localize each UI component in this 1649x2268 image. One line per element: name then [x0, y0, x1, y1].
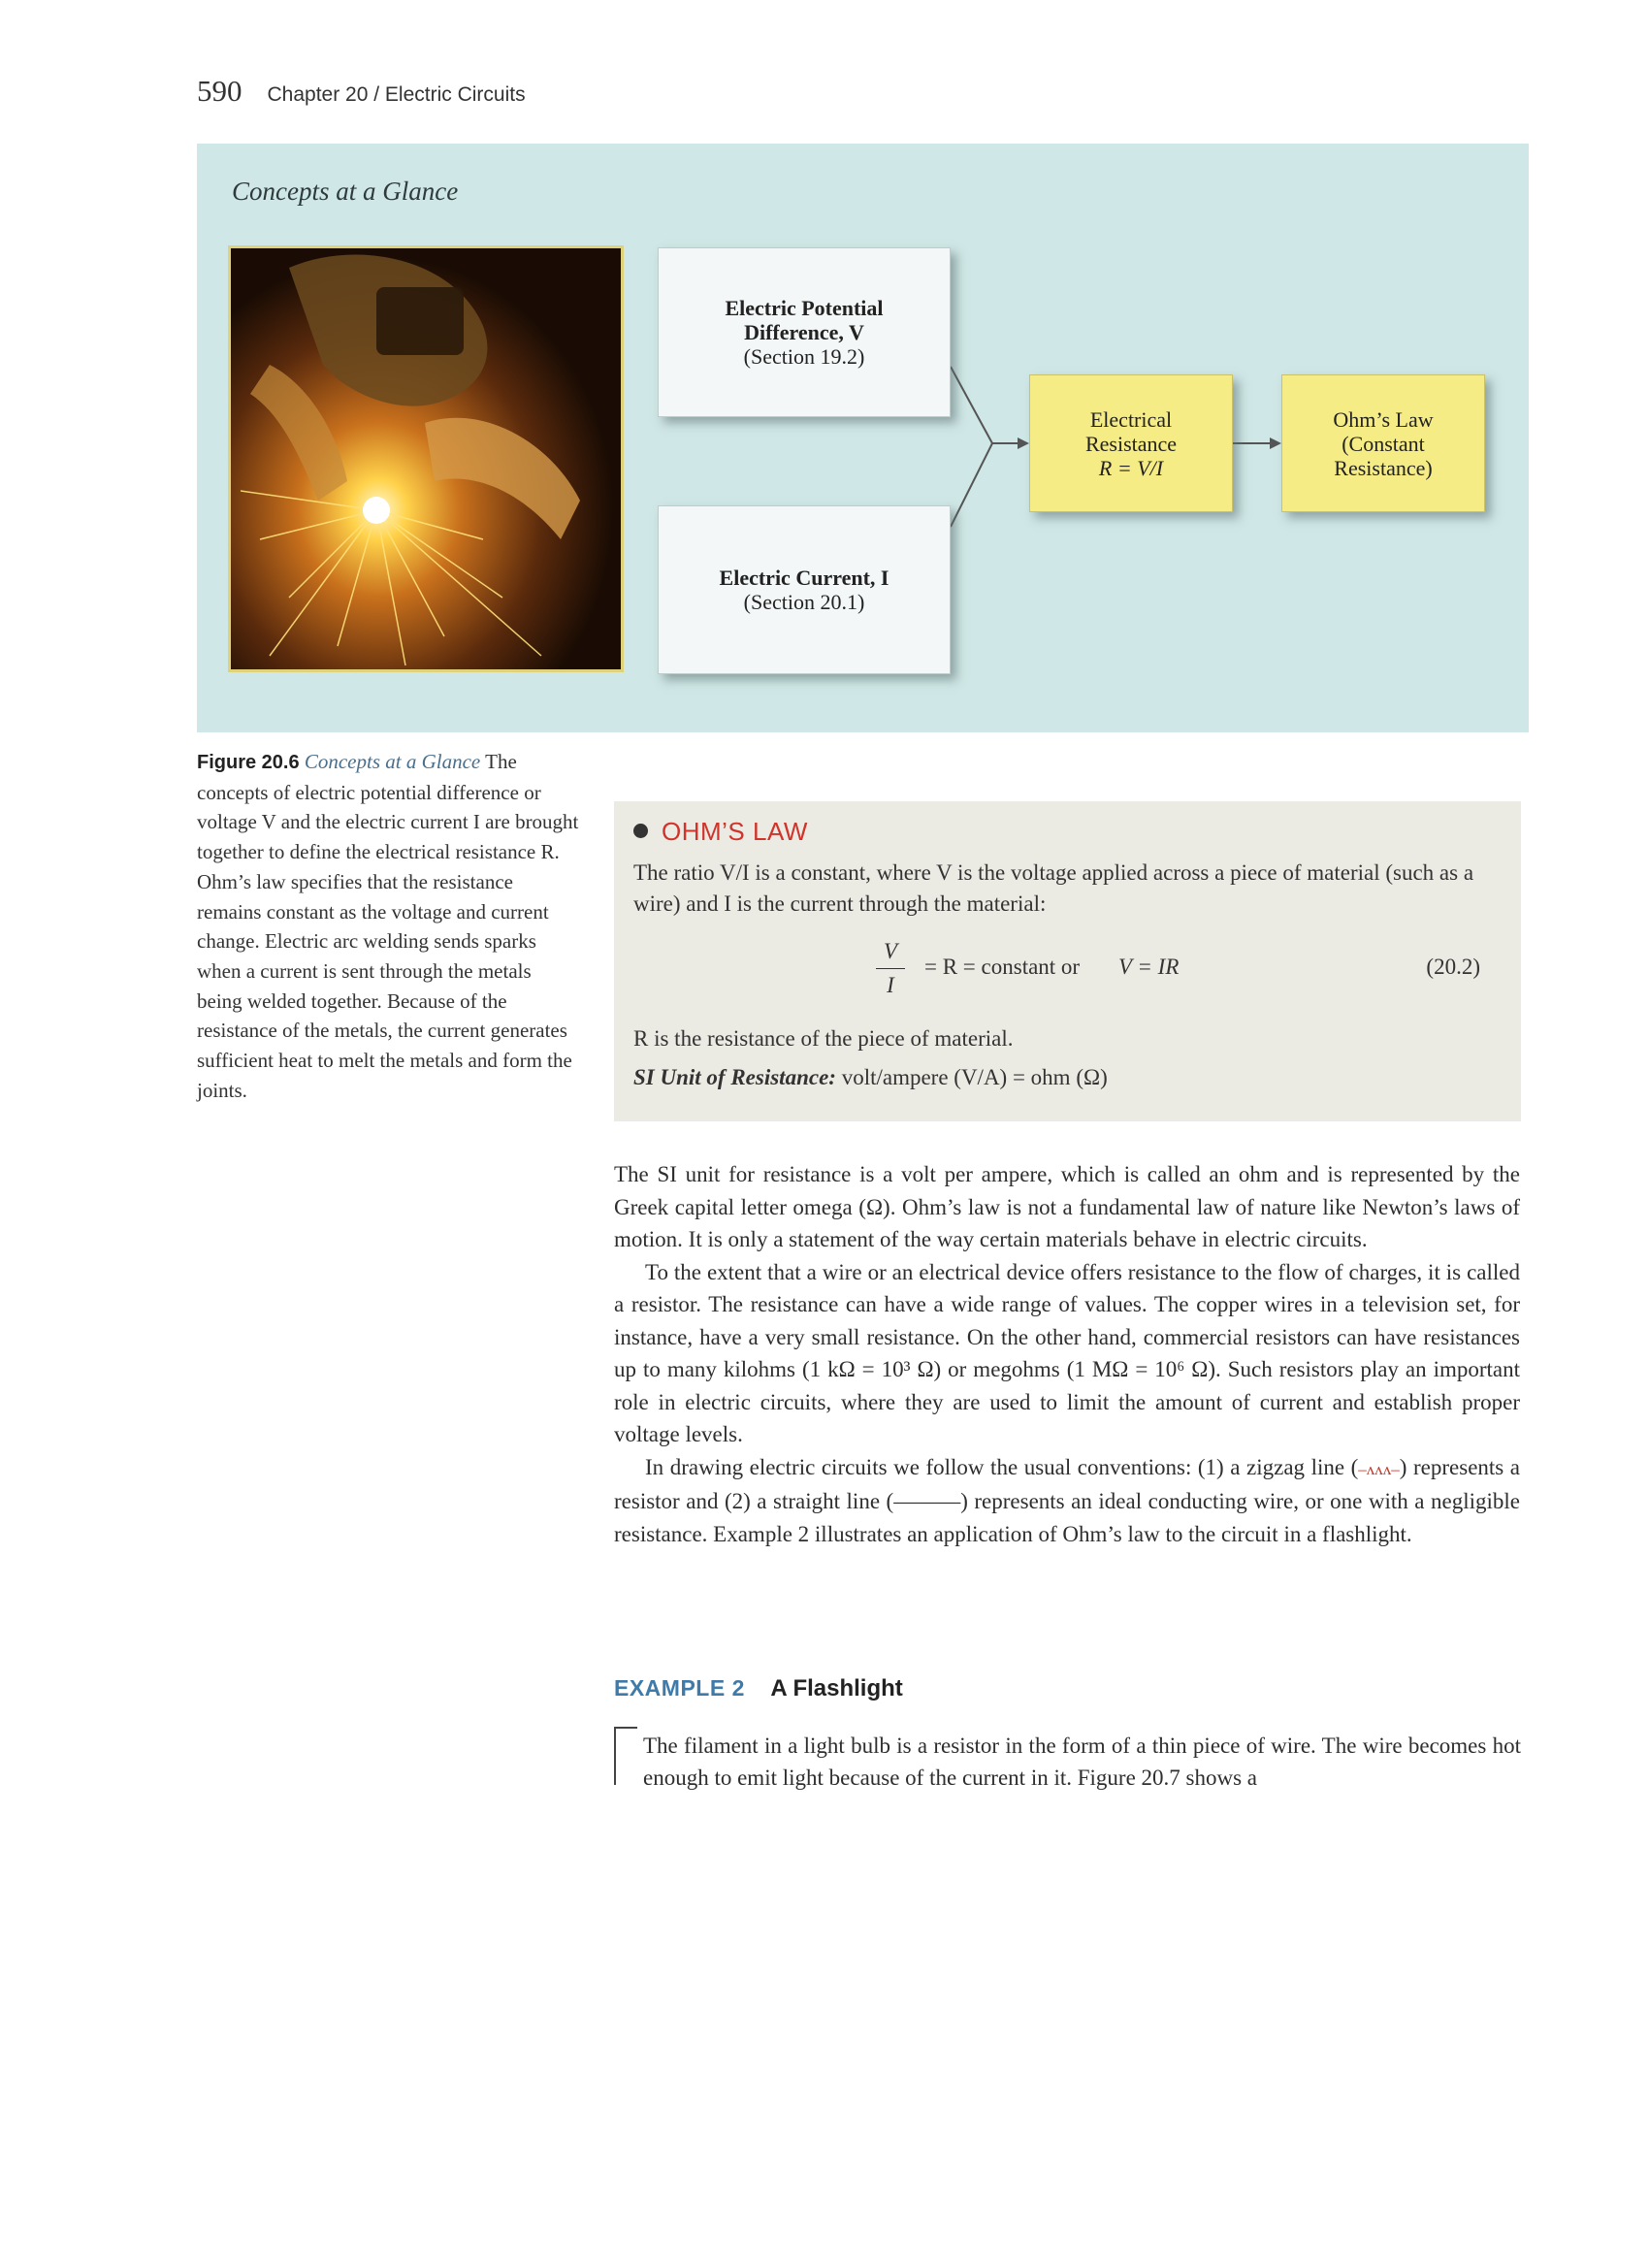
concepts-title: Concepts at a Glance [232, 177, 459, 206]
paragraph-2: To the extent that a wire or an electrical device offers resistance to the flow of charges, it is called a resistor. The resistance can have a wide range of values. The copper wires in a television set, for instance, have a very small resistance. On the other hand, commercial resistors can have resistances up to many kilohms (1 kΩ = 10³ Ω) or megohms (1 MΩ = 10⁶ Ω). Such resistors play an important role in electric circuits, where they are used to limit the amount of current and establish proper voltage levels. [614, 1259, 1520, 1446]
ohms-law-statement: The ratio V/I is a constant, where V is the voltage applied across a piece of material (such as a wire) and I is the current through the material: [633, 860, 1474, 916]
ohms-line2: (Constant [1342, 431, 1425, 456]
example-title: A Flashlight [770, 1675, 903, 1701]
current-section: (Section 20.1) [743, 590, 865, 614]
resistance-line1: Electrical [1089, 406, 1173, 432]
figure-title: Concepts at a Glance [304, 750, 481, 773]
si-unit-line [633, 1065, 1108, 1090]
paragraph-3 [614, 1451, 1520, 1551]
si-unit-value: volt/ampere (V/A) = ohm (Ω) [841, 1065, 1108, 1089]
equation-right: V = IR [1118, 955, 1180, 979]
example-text: The filament in a light bulb is a resistor in the form of a thin piece of wire. The wire becomes hot enough to emit light because of the current in it. Figure 20.7 shows a [643, 1733, 1521, 1790]
electric-current-box [658, 505, 951, 674]
potential-line1: Electric Potential [725, 296, 884, 320]
si-unit-label: SI Unit of Resistance: [633, 1065, 836, 1089]
resistance-definition: R is the resistance of the piece of material. [633, 1026, 1014, 1051]
running-head: Chapter 20 / Electric Circuits [267, 83, 526, 106]
fraction-v-over-i [876, 937, 905, 998]
potential-section: (Section 19.2) [743, 344, 865, 369]
resistance-line2: Resistance [1084, 431, 1178, 456]
body-text [614, 1158, 1520, 1550]
figure-caption-text: The concepts of electric potential difference or voltage V and the electric current I are brought together to define the electrical resistance R. Ohm’s law specifies that the resistance remains constant as the voltage and current change. Electric arc welding sends sparks when a current is sent through the metals being welded together. Because of the resistance of the metals, the current generates sufficient heat to melt the metals and form the joints. [197, 750, 579, 1102]
bullet-icon [633, 824, 648, 838]
potential-difference-box [658, 247, 951, 417]
ohms-line3: Resistance) [1334, 455, 1433, 480]
paragraph-3-end: ) represents a resistor and (2) a straight line (———) represents an ideal conducting wire, or one with a negligible resistance. Example 2 illustrates an application of Ohm’s law to the circuit in a flashlight. [614, 1454, 1521, 1546]
example-heading [614, 1675, 903, 1702]
concepts-at-a-glance-panel [197, 144, 1529, 732]
ohms-law-heading [633, 817, 808, 847]
potential-line2: Difference, V [744, 320, 864, 344]
ohms-law-definition-box [614, 801, 1521, 1121]
equation-middle: = R = constant or [924, 955, 1081, 979]
example-label: EXAMPLE 2 [614, 1675, 745, 1701]
ohms-line1: Ohm’s Law [1333, 406, 1434, 432]
page-header [197, 74, 526, 109]
figure-caption [197, 747, 580, 1105]
equation-number: (20.2) [1426, 955, 1480, 979]
electrical-resistance-box [1029, 374, 1233, 512]
fraction-denominator: I [887, 973, 894, 997]
fraction-numerator: V [883, 939, 898, 963]
example-bracket [614, 1727, 637, 1785]
paragraph-1: The SI unit for resistance is a volt per ampere, which is called an ohm and is represented by the Greek capital letter omega (Ω). Ohm’s law is not a fundamental law of nature like Newton’s laws of motion. It is only a statement of the way certain materials behave in electric circuits. [614, 1162, 1520, 1251]
resistor-symbol: –ᴧᴧᴧ– [1358, 1459, 1400, 1478]
page-number: 590 [197, 74, 242, 108]
ohms-law-box [1281, 374, 1485, 512]
resistance-formula: R = V/I [1098, 455, 1164, 480]
ohms-law-heading-text: OHM’S LAW [662, 817, 808, 846]
equation-20-2 [614, 937, 1521, 1010]
paragraph-3-start: In drawing electric circuits we follow the usual conventions: (1) a zigzag line ( [645, 1454, 1359, 1479]
figure-label: Figure 20.6 [197, 752, 300, 773]
fraction-bar [876, 968, 905, 969]
current-line1: Electric Current, I [719, 566, 889, 590]
